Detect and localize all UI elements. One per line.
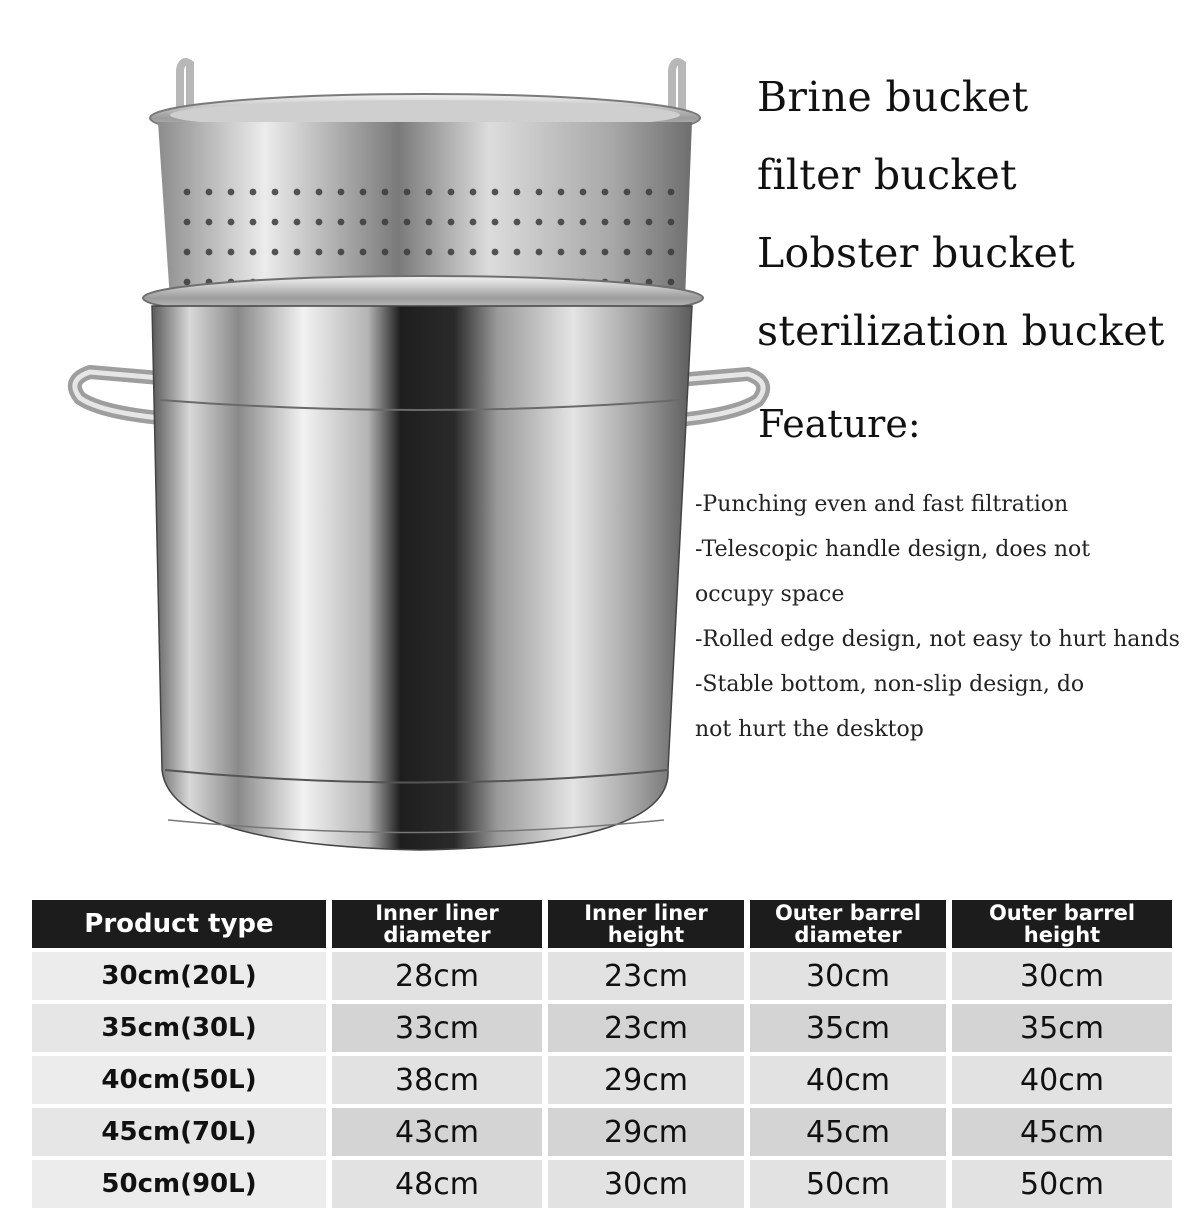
table-header-row	[32, 900, 1172, 948]
cell-outer-height: 40cm	[952, 1056, 1172, 1104]
feature-line: not hurt the desktop	[695, 717, 924, 742]
cell-outer-diameter: 35cm	[750, 1004, 946, 1052]
header-line: height	[607, 923, 685, 947]
product-name-list	[757, 68, 1165, 380]
cell-outer-height: 45cm	[952, 1108, 1172, 1156]
product-name: filter bucket	[757, 151, 1017, 199]
header-line: diameter	[383, 923, 491, 947]
cell-outer-diameter: 30cm	[750, 952, 946, 1000]
cell-product-type: 45cm(70L)	[32, 1108, 326, 1156]
cell-outer-height: 35cm	[952, 1004, 1172, 1052]
cell-product-type: 50cm(90L)	[32, 1160, 326, 1208]
header-line: Outer barrel	[988, 901, 1136, 925]
cell-outer-height: 50cm	[952, 1160, 1172, 1208]
table-row	[32, 1160, 1172, 1208]
product-name: Brine bucket	[757, 73, 1029, 121]
cell-inner-height: 30cm	[548, 1160, 744, 1208]
product-name: Lobster bucket	[757, 229, 1075, 277]
product-name: sterilization bucket	[757, 307, 1165, 355]
header-line: Inner liner	[375, 901, 499, 925]
feature-heading: Feature:	[758, 402, 921, 446]
stock-pot-with-strainer-image	[40, 40, 780, 860]
feature-line: -Punching even and fast filtration	[695, 492, 1069, 517]
cell-inner-diameter: 33cm	[332, 1004, 542, 1052]
header-line: Inner liner	[584, 901, 708, 925]
table-row	[32, 952, 1172, 1000]
table-row	[32, 1004, 1172, 1052]
feature-list	[695, 482, 1200, 752]
cell-inner-diameter: 48cm	[332, 1160, 542, 1208]
table-row	[32, 1056, 1172, 1104]
header-line: diameter	[794, 923, 902, 947]
cell-inner-height: 29cm	[548, 1108, 744, 1156]
feature-line: -Stable bottom, non-slip design, do	[695, 672, 1085, 697]
cell-product-type: 35cm(30L)	[32, 1004, 326, 1052]
cell-inner-height: 23cm	[548, 952, 744, 1000]
feature-line: -Telescopic handle design, does not	[695, 537, 1091, 562]
feature-line: occupy space	[695, 582, 845, 607]
cell-inner-height: 29cm	[548, 1056, 744, 1104]
header-inner-liner-height	[548, 900, 744, 948]
cell-product-type: 30cm(20L)	[32, 952, 326, 1000]
cell-inner-diameter: 38cm	[332, 1056, 542, 1104]
size-spec-table	[26, 896, 1178, 1212]
header-product-type: Product type	[32, 900, 326, 948]
header-outer-barrel-height	[952, 900, 1172, 948]
cell-inner-diameter: 28cm	[332, 952, 542, 1000]
cell-outer-height: 30cm	[952, 952, 1172, 1000]
header-inner-liner-diameter	[332, 900, 542, 948]
cell-inner-height: 23cm	[548, 1004, 744, 1052]
header-line: Outer barrel	[774, 901, 922, 925]
table-row	[32, 1108, 1172, 1156]
cell-outer-diameter: 50cm	[750, 1160, 946, 1208]
header-outer-barrel-diameter	[750, 900, 946, 948]
cell-inner-diameter: 43cm	[332, 1108, 542, 1156]
cell-product-type: 40cm(50L)	[32, 1056, 326, 1104]
cell-outer-diameter: 45cm	[750, 1108, 946, 1156]
feature-line: -Rolled edge design, not easy to hurt hands	[695, 627, 1180, 652]
header-line: height	[1023, 923, 1101, 947]
cell-outer-diameter: 40cm	[750, 1056, 946, 1104]
